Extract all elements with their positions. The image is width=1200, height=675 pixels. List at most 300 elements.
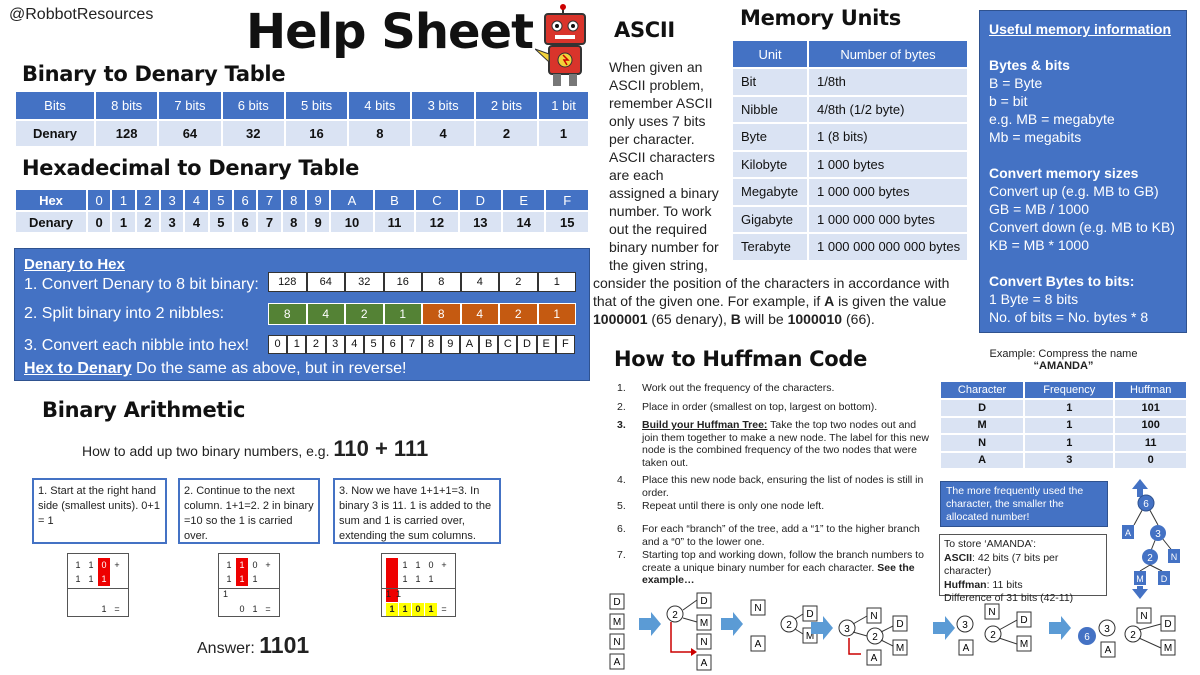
huffman-heading: How to Huffman Code xyxy=(614,347,868,371)
svg-text:N: N xyxy=(754,603,762,614)
table-cell: 11 xyxy=(1114,434,1187,452)
table-cell: 5 xyxy=(209,211,233,233)
info-s1: Bytes & bits xyxy=(989,57,1070,73)
svg-text:M: M xyxy=(699,618,709,629)
grid-digit: 1 xyxy=(88,560,94,570)
nibble-cell: 2 xyxy=(345,303,384,325)
huffman-table xyxy=(939,380,1188,470)
grid-digit: 1 xyxy=(88,574,94,584)
grid-digit: 1 xyxy=(252,574,258,584)
table-cell: 2 xyxy=(475,120,538,147)
table-header: 6 xyxy=(233,189,257,211)
ascii-line-b: is given the value xyxy=(834,293,947,309)
hex-digit-cell: A xyxy=(460,335,479,354)
info-line: Convert down (e.g. MB to KB) xyxy=(989,219,1175,235)
table-cell: 4/8th (1/2 byte) xyxy=(808,96,968,124)
grid-digit xyxy=(262,572,274,586)
grid-result: 1 xyxy=(425,603,437,616)
hex-digit-cell: 0 xyxy=(268,335,287,354)
hex-denary-table xyxy=(14,188,590,234)
svg-text:N: N xyxy=(1140,611,1148,622)
table-header: Unit xyxy=(732,40,808,68)
step-text xyxy=(642,419,935,469)
svg-text:N: N xyxy=(1170,552,1178,562)
step1-label: 1. Convert Denary to 8 bit binary: xyxy=(24,276,259,293)
table-cell: 7 xyxy=(257,211,281,233)
binary-denary-table xyxy=(14,90,590,148)
store-difference: Difference of 31 bits (42-11) xyxy=(944,592,1074,604)
grid-line xyxy=(68,588,128,589)
hex-digit-cell: 9 xyxy=(441,335,460,354)
table-cell: 4 xyxy=(411,120,474,147)
grid-digit xyxy=(111,572,123,586)
nibble-cell: 1 xyxy=(384,303,423,325)
svg-text:D: D xyxy=(613,597,621,608)
table-cell: 1 xyxy=(1024,434,1114,452)
info-line: KB = MB * 1000 xyxy=(989,237,1090,253)
table-cell: 0 xyxy=(1114,452,1187,470)
table-cell: A xyxy=(940,452,1024,470)
binary-cell: 4 xyxy=(461,272,500,292)
table-cell: 1 xyxy=(1024,399,1114,417)
step3-label: 3. Convert each nibble into hex! xyxy=(24,337,250,354)
info-line: 1 Byte = 8 bits xyxy=(989,291,1079,307)
binary-cell: 2 xyxy=(499,272,538,292)
info-s3: Convert Bytes to bits: xyxy=(989,273,1135,289)
hex-digit-cell: E xyxy=(537,335,556,354)
table-cell: 4 xyxy=(184,211,208,233)
grid-result: 1 xyxy=(252,604,258,614)
grid-body xyxy=(219,554,279,616)
table-cell: 1 000 000 000 000 bytes xyxy=(808,233,968,261)
table-cell: Megabyte xyxy=(732,178,808,206)
table-cell: 14 xyxy=(502,211,545,233)
svg-text:N: N xyxy=(613,637,621,648)
grid-digit: 1 xyxy=(428,574,434,584)
arith-intro: How to add up two binary numbers, e.g. xyxy=(82,443,330,459)
store-ascii: : 42 bits (7 bits per character) xyxy=(944,551,1059,577)
step-text xyxy=(642,523,935,548)
row-label: Denary xyxy=(15,120,95,147)
hex-digit-cell: 5 xyxy=(364,335,383,354)
step-number: 7. xyxy=(617,549,626,561)
step-body: Place in order (smallest on top, largest on bottom). xyxy=(642,401,878,413)
svg-text:2: 2 xyxy=(786,620,792,631)
ascii-letter-b: B xyxy=(730,311,741,327)
svg-text:A: A xyxy=(754,639,762,650)
hex-digit-cell: B xyxy=(479,335,498,354)
svg-text:D: D xyxy=(896,619,904,630)
row-label: Denary xyxy=(15,211,87,233)
table-cell: 3 xyxy=(1024,452,1114,470)
step-number: 6. xyxy=(617,523,626,535)
store-title: To store ‘AMANDA’: xyxy=(944,538,1036,550)
table-cell: Nibble xyxy=(732,96,808,124)
table-cell: 64 xyxy=(158,120,221,147)
table-header: E xyxy=(502,189,545,211)
info-line: Convert up (e.g. MB to GB) xyxy=(989,183,1159,199)
table-cell: Byte xyxy=(732,123,808,151)
table-header: 2 bits xyxy=(475,91,538,120)
table-header: 3 xyxy=(160,189,184,211)
table-header: 3 bits xyxy=(411,91,474,120)
huffman-step xyxy=(617,419,935,469)
info-line: B = Byte xyxy=(989,75,1043,91)
step-body: Work out the frequency of the characters. xyxy=(642,382,835,394)
nibble-cell: 8 xyxy=(422,303,461,325)
hex-digit-cell: 3 xyxy=(326,335,345,354)
grid-digit: 1 xyxy=(415,560,421,570)
table-cell: 101 xyxy=(1114,399,1187,417)
table-cell: M xyxy=(940,417,1024,435)
table-row xyxy=(732,68,968,96)
info-line: e.g. MB = megabyte xyxy=(989,111,1115,127)
grid-digit: 1 xyxy=(98,572,110,586)
ascii-line-e: (66). xyxy=(842,311,875,327)
answer-value: 1101 xyxy=(259,632,310,658)
svg-text:A: A xyxy=(962,643,970,654)
table-cell: 1 000 000 bytes xyxy=(808,178,968,206)
huffman-step xyxy=(617,523,935,548)
table-cell: 12 xyxy=(415,211,458,233)
grid-body xyxy=(68,554,128,616)
table-header: Number of bytes xyxy=(808,40,968,68)
svg-text:M: M xyxy=(805,631,815,642)
grid-digit: 1 xyxy=(226,560,232,570)
svg-text:A: A xyxy=(1104,645,1112,656)
grid-digit: 1 xyxy=(75,574,81,584)
table-cell: 1 xyxy=(111,211,135,233)
svg-text:2: 2 xyxy=(990,630,996,641)
nibble-cell: 1 xyxy=(538,303,577,325)
table-cell: 1 xyxy=(538,120,589,147)
grid-result: 1 xyxy=(101,604,107,614)
svg-text:D: D xyxy=(1160,574,1168,584)
grid-carry: 1 1 xyxy=(386,589,402,599)
step-number: 4. xyxy=(617,474,626,486)
binary-cell: 32 xyxy=(345,272,384,292)
step-body: Take the top two nodes out and join them together to make a new node. The label for this new node is the combined frequency of the two nodes that were taken out. xyxy=(642,419,929,469)
info-line: b = bit xyxy=(989,93,1028,109)
hex-digit-cell: 8 xyxy=(422,335,441,354)
svg-text:3: 3 xyxy=(962,620,968,631)
hex-to-denary-title: Hex to Denary xyxy=(24,360,132,377)
table-cell: 8 xyxy=(282,211,306,233)
arith-grid-1 xyxy=(67,553,129,617)
hex-digit-cell: 1 xyxy=(287,335,306,354)
step-body: Repeat until there is only one node left. xyxy=(642,500,825,512)
table-header: Hex xyxy=(15,189,87,211)
table-row xyxy=(940,417,1187,435)
huffman-step xyxy=(617,401,935,414)
table-header: Bits xyxy=(15,91,95,120)
grid-result: = xyxy=(265,604,271,614)
arith-example: 110 + 111 xyxy=(333,436,429,461)
grid-result: = xyxy=(441,604,447,614)
denary-to-hex-title: Denary to Hex xyxy=(24,256,125,273)
table-row xyxy=(940,434,1187,452)
grid-result: 1 xyxy=(386,603,398,616)
ascii-line-d: will be xyxy=(740,311,788,327)
svg-text:3: 3 xyxy=(1155,529,1161,540)
table-header: 2 xyxy=(136,189,160,211)
table-cell: Terabyte xyxy=(732,233,808,261)
example-caption-block xyxy=(940,348,1187,372)
binary-cell: 1 xyxy=(538,272,577,292)
table-cell: 6 xyxy=(233,211,257,233)
table-cell: 32 xyxy=(222,120,285,147)
table-header: D xyxy=(459,189,502,211)
info-group-1 xyxy=(989,56,1115,146)
grid-digit: + xyxy=(441,560,447,570)
page-title: Help Sheet xyxy=(246,4,534,60)
table-cell: Bit xyxy=(732,68,808,96)
example-name: “AMANDA” xyxy=(1033,360,1094,372)
table-cell: 2 xyxy=(136,211,160,233)
svg-text:N: N xyxy=(870,611,878,622)
info-line: Mb = megabits xyxy=(989,129,1082,145)
svg-text:D: D xyxy=(806,609,814,620)
store-ascii-label: ASCII xyxy=(944,551,973,564)
grid-digit: 0 xyxy=(428,560,434,570)
table-header: 7 xyxy=(257,189,281,211)
hex-digit-cell: C xyxy=(498,335,517,354)
grid-result: 0 xyxy=(412,603,424,616)
svg-text:A: A xyxy=(1124,528,1132,538)
binary-cell: 16 xyxy=(384,272,423,292)
social-handle: @RobbotResources xyxy=(9,6,154,23)
info-group-3 xyxy=(989,272,1148,326)
ascii-body-2 xyxy=(593,274,961,328)
step-number: 5. xyxy=(617,500,626,512)
table-header: 4 bits xyxy=(348,91,411,120)
svg-text:6: 6 xyxy=(1084,632,1090,643)
store-huffman-label: Huffman xyxy=(944,578,987,591)
table-row xyxy=(940,452,1187,470)
table-cell: 1 (8 bits) xyxy=(808,123,968,151)
step-body: For each “branch” of the tree, add a “1” to the higher branch and a “0” to the lower one. xyxy=(642,523,920,548)
table-header: F xyxy=(545,189,589,211)
memory-units-heading: Memory Units xyxy=(740,6,901,30)
svg-text:2: 2 xyxy=(1147,553,1153,564)
step-body: Starting top and working down, follow the branch numbers to create a unique binary number for each character. xyxy=(642,549,924,574)
memory-units-table xyxy=(731,39,969,262)
memory-info-title: Useful memory information xyxy=(989,21,1172,37)
step-bold: Build your Huffman Tree: xyxy=(642,419,768,431)
step2-label: 2. Split binary into 2 nibbles: xyxy=(24,305,225,322)
step-bold: See the example… xyxy=(642,561,915,586)
hex-digit-cell: F xyxy=(556,335,575,354)
table-row xyxy=(732,206,968,234)
grid-result: 0 xyxy=(239,604,245,614)
ascii-code-b: 1000010 xyxy=(787,311,843,327)
arith-step-2: 2. Continue to the next column. 1+1=2. 2 in binary =10 so the 1 is carried over. xyxy=(178,478,320,544)
info-line: GB = MB / 1000 xyxy=(989,201,1089,217)
table-header: 1 bit xyxy=(538,91,589,120)
huffman-step xyxy=(617,549,935,587)
table-header: 5 xyxy=(209,189,233,211)
step-text xyxy=(642,500,935,513)
ascii-code-a: 1000001 xyxy=(593,311,648,327)
grid-digit xyxy=(386,558,398,572)
grid-digit: 1 xyxy=(402,560,408,570)
table-row xyxy=(732,96,968,124)
grid-digit: 1 xyxy=(226,574,232,584)
table-header: 1 xyxy=(111,189,135,211)
binary-cell: 128 xyxy=(268,272,307,292)
arith-step-1: 1. Start at the right hand side (smallest units). 0+1 = 1 xyxy=(32,478,167,544)
huffman-step xyxy=(617,382,935,395)
info-group-2 xyxy=(989,164,1175,254)
table-cell: 100 xyxy=(1114,417,1187,435)
step-text xyxy=(642,474,935,499)
hex-digit-cell: 2 xyxy=(306,335,325,354)
table-cell: 13 xyxy=(459,211,502,233)
table-cell: 1 000 000 000 bytes xyxy=(808,206,968,234)
table-cell: 8 xyxy=(348,120,411,147)
grid-result: = xyxy=(114,604,120,614)
grid-result xyxy=(72,603,84,616)
svg-text:6: 6 xyxy=(1143,499,1149,510)
step-text xyxy=(642,401,935,414)
step2-cells xyxy=(268,303,576,325)
table-header: Frequency xyxy=(1024,381,1114,399)
svg-text:M: M xyxy=(895,643,905,654)
hex-digit-cell: 6 xyxy=(383,335,402,354)
table-header: 9 xyxy=(306,189,330,211)
step-text xyxy=(642,382,935,395)
step-text xyxy=(642,549,935,587)
grid-digit: 1 xyxy=(236,558,248,572)
table-row xyxy=(732,123,968,151)
table-cell: 1/8th xyxy=(808,68,968,96)
arith-grid-3 xyxy=(381,553,456,617)
storage-box xyxy=(939,534,1107,604)
step3-cells xyxy=(268,335,575,354)
svg-text:M: M xyxy=(1136,574,1144,584)
table-cell: 10 xyxy=(330,211,373,233)
ascii-letter-a: A xyxy=(824,293,835,309)
svg-text:A: A xyxy=(700,658,708,669)
table-cell: 11 xyxy=(374,211,416,233)
table-cell: 128 xyxy=(95,120,158,147)
grid-result: 1 xyxy=(399,603,411,616)
svg-text:A: A xyxy=(613,657,621,668)
table-row xyxy=(732,233,968,261)
svg-text:3: 3 xyxy=(1104,624,1110,635)
step-number: 2. xyxy=(617,401,626,413)
arith-intro-line xyxy=(82,436,428,462)
grid-carry: 1 xyxy=(223,589,229,599)
table-cell: 16 xyxy=(285,120,348,147)
grid-digit: 1 xyxy=(75,560,81,570)
binary-arithmetic-heading: Binary Arithmetic xyxy=(42,398,246,422)
table-header: 5 bits xyxy=(285,91,348,120)
hex-denary-heading: Hexadecimal to Denary Table xyxy=(22,156,360,180)
step1-cells xyxy=(268,272,576,292)
grid-digit: 1 xyxy=(415,574,421,584)
table-cell: 1 000 bytes xyxy=(808,151,968,179)
svg-text:M: M xyxy=(612,617,622,628)
step-number: 3. xyxy=(617,419,626,431)
nibble-cell: 4 xyxy=(461,303,500,325)
table-row xyxy=(732,178,968,206)
table-header: 4 xyxy=(184,189,208,211)
grid-result xyxy=(85,603,97,616)
table-row xyxy=(732,151,968,179)
table-row xyxy=(940,399,1187,417)
huffman-step xyxy=(617,500,935,513)
svg-text:3: 3 xyxy=(844,624,850,635)
robot-logo xyxy=(535,4,605,90)
hex-digit-cell: D xyxy=(517,335,536,354)
binary-denary-heading: Binary to Denary Table xyxy=(22,62,286,86)
table-header: 0 xyxy=(87,189,111,211)
table-header: B xyxy=(374,189,416,211)
step-body: Place this new node back, ensuring the list of nodes is still in order. xyxy=(642,474,924,499)
hex-to-denary-text: Do the same as above, but in reverse! xyxy=(131,360,407,377)
grid-digit: 0 xyxy=(252,560,258,570)
svg-text:M: M xyxy=(1019,639,1029,650)
store-huffman: : 11 bits xyxy=(986,578,1023,591)
grid-result xyxy=(223,603,235,616)
ascii-line-c: (65 denary), xyxy=(647,311,731,327)
binary-cell: 64 xyxy=(307,272,346,292)
nibble-cell: 8 xyxy=(268,303,307,325)
svg-text:D: D xyxy=(700,596,708,607)
nibble-cell: 4 xyxy=(307,303,346,325)
hex-digit-cell: 7 xyxy=(402,335,421,354)
table-cell: 0 xyxy=(87,211,111,233)
table-cell: 3 xyxy=(160,211,184,233)
table-header: 8 xyxy=(282,189,306,211)
answer-line xyxy=(197,632,309,659)
svg-text:M: M xyxy=(1163,643,1173,654)
huffman-process-diagram xyxy=(605,588,1190,672)
grid-digit: + xyxy=(265,560,271,570)
table-header: C xyxy=(415,189,458,211)
info-s2: Convert memory sizes xyxy=(989,165,1139,181)
table-header: A xyxy=(330,189,373,211)
svg-text:2: 2 xyxy=(672,610,678,621)
table-cell: 9 xyxy=(306,211,330,233)
table-header: 8 bits xyxy=(95,91,158,120)
table-cell: 1 xyxy=(1024,417,1114,435)
table-cell: Kilobyte xyxy=(732,151,808,179)
huffman-note: The more frequently used the character, the smaller the allocated number! xyxy=(940,481,1108,527)
binary-cell: 8 xyxy=(422,272,461,292)
table-header: 6 bits xyxy=(222,91,285,120)
svg-text:2: 2 xyxy=(1130,630,1136,641)
table-cell: N xyxy=(940,434,1024,452)
huffman-step xyxy=(617,474,935,499)
table-header: Huffman xyxy=(1114,381,1187,399)
svg-text:N: N xyxy=(700,637,708,648)
table-cell: 15 xyxy=(545,211,589,233)
grid-digit xyxy=(386,572,398,586)
arith-step-3: 3. Now we have 1+1+1=3. In binary 3 is 11. 1 is added to the sum and 1 is carried over, extending the sum columns. xyxy=(333,478,501,544)
svg-text:D: D xyxy=(1020,615,1028,626)
svg-text:N: N xyxy=(988,607,996,618)
grid-body xyxy=(382,554,455,616)
ascii-body: When given an ASCII problem, remember ASCII only uses 7 bits per character. ASCII characters are each assigned a binary number. To work out the required binary number for the given string, xyxy=(609,59,719,273)
example-caption: Example: Compress the name xyxy=(989,348,1138,360)
answer-label: Answer: xyxy=(197,640,255,657)
grid-digit: 1 xyxy=(236,572,248,586)
arith-grid-2 xyxy=(218,553,280,617)
table-cell: Gigabyte xyxy=(732,206,808,234)
hex-digit-cell: 4 xyxy=(345,335,364,354)
